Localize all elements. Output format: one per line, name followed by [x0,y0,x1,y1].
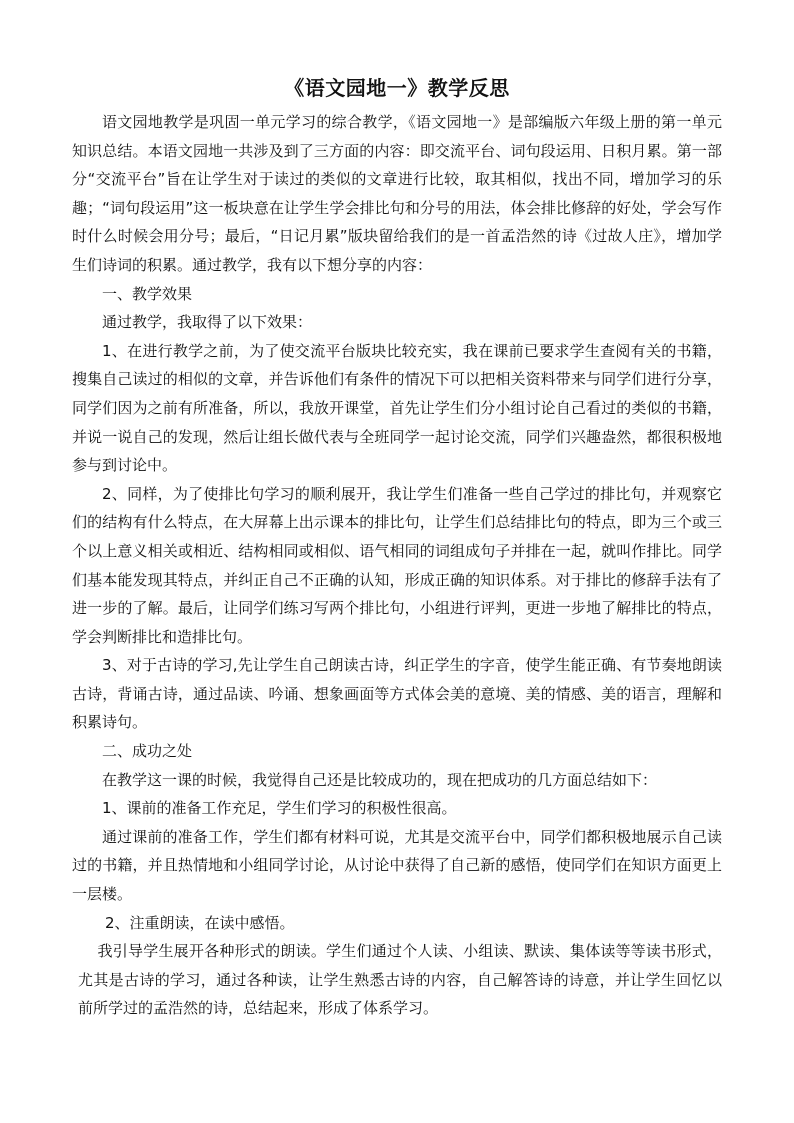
effect-point-3: 3、对于古诗的学习,先让学生自己朗读古诗，纠正学生的字音，使学生能正确、有节奏地朗读古诗，背诵古诗，通过品读、吟诵、想象画面等方式体会美的意境、美的情感、美的语言，理解和积累诗句。 [72,656,722,732]
success-point-1-detail: 通过课前的准备工作，学生们都有材料可说，尤其是交流平台中，同学们都积极地展示自己读过的书籍，并且热情地和小组同学讨论，从讨论中获得了自己新的感悟，使同学们在知识方面更上一层楼。 [72,827,722,904]
success-point-1: 1、课前的准备工作充足，学生们学习的积极性很高。 [102,799,457,818]
effect-point-2: 2、同样，为了使排比句学习的顺利展开，我让学生们准备一些自己学过的排比句，并观察它们的结构有什么特点，在大屏幕上出示课本的排比句，让学生们总结排比句的特点，即为三个或三个以上意义相关或相近、结构相同或相似、语气相同的词组成句子并排在一起，就叫作排比。同学们基本能发现其特点，并纠正自己不正确的认知，形成正确的知识体系。对于排比的修辞手法有了进一步的了解。最后，让同学们练习写两个排比句，小组进行评判，更进一步地了解排比的特点，学会判断排比和造排比句。 [72,484,722,646]
success-point-2: 2、注重朗读，在读中感悟。 [105,913,295,932]
success-point-2-detail: 我引导学生展开各种形式的朗读。学生们通过个人读、小组读、默读、集体读等等读书形式，尤其是古诗的学习，通过各种读，让学生熟悉古诗的内容，自己解答诗的诗意，并让学生回忆以前所学过的孟浩然的诗，总结起来，形成了体系学习。 [78,942,722,1018]
document-title: 《语文园地一》教学反思 [284,76,510,100]
intro-paragraph: 语文园地教学是巩固一单元学习的综合教学，《语文园地一》是部编版六年级上册的第一单元知识总结。本语文园地一共涉及到了三方面的内容：即交流平台、词句段运用、日积月累。第一部分“交流平台”旨在让学生对于读过的类似的文章进行比较，取其相似，找出不同，增加学习的乐趣；“词句段运用”这一板块意在让学生学会排比句和分号的用法，体会排比修辞的好处，学会写作时什么时候会用分号；最后，“日记月累”版块留给我们的是一首孟浩然的诗《过故人庄》，增加学生们诗词的积累。通过教学，我有以下想分享的内容： [72,113,722,274]
section-heading-success: 二、成功之处 [102,742,193,761]
effect-intro-paragraph: 通过教学，我取得了以下效果： [102,313,313,332]
section-heading-teaching-effect: 一、教学效果 [102,284,193,303]
success-intro-paragraph: 在教学这一课的时候，我觉得自己还是比较成功的，现在把成功的几方面总结如下： [102,770,658,789]
document-body [72,108,722,1023]
effect-point-1: 1、在进行教学之前，为了使交流平台版块比较充实，我在课前已要求学生查阅有关的书籍，搜集自己读过的相似的文章，并告诉他们有条件的情况下可以把相关资料带来与同学们进行分享，同学们因为之前有所准备，所以，我放开课堂，首先让学生们分小组讨论自己看过的类似的书籍，并说一说自己的发现，然后让组长做代表与全班同学一起讨论交流，同学们兴趣盎然，都很积极地参与到讨论中。 [72,341,722,475]
